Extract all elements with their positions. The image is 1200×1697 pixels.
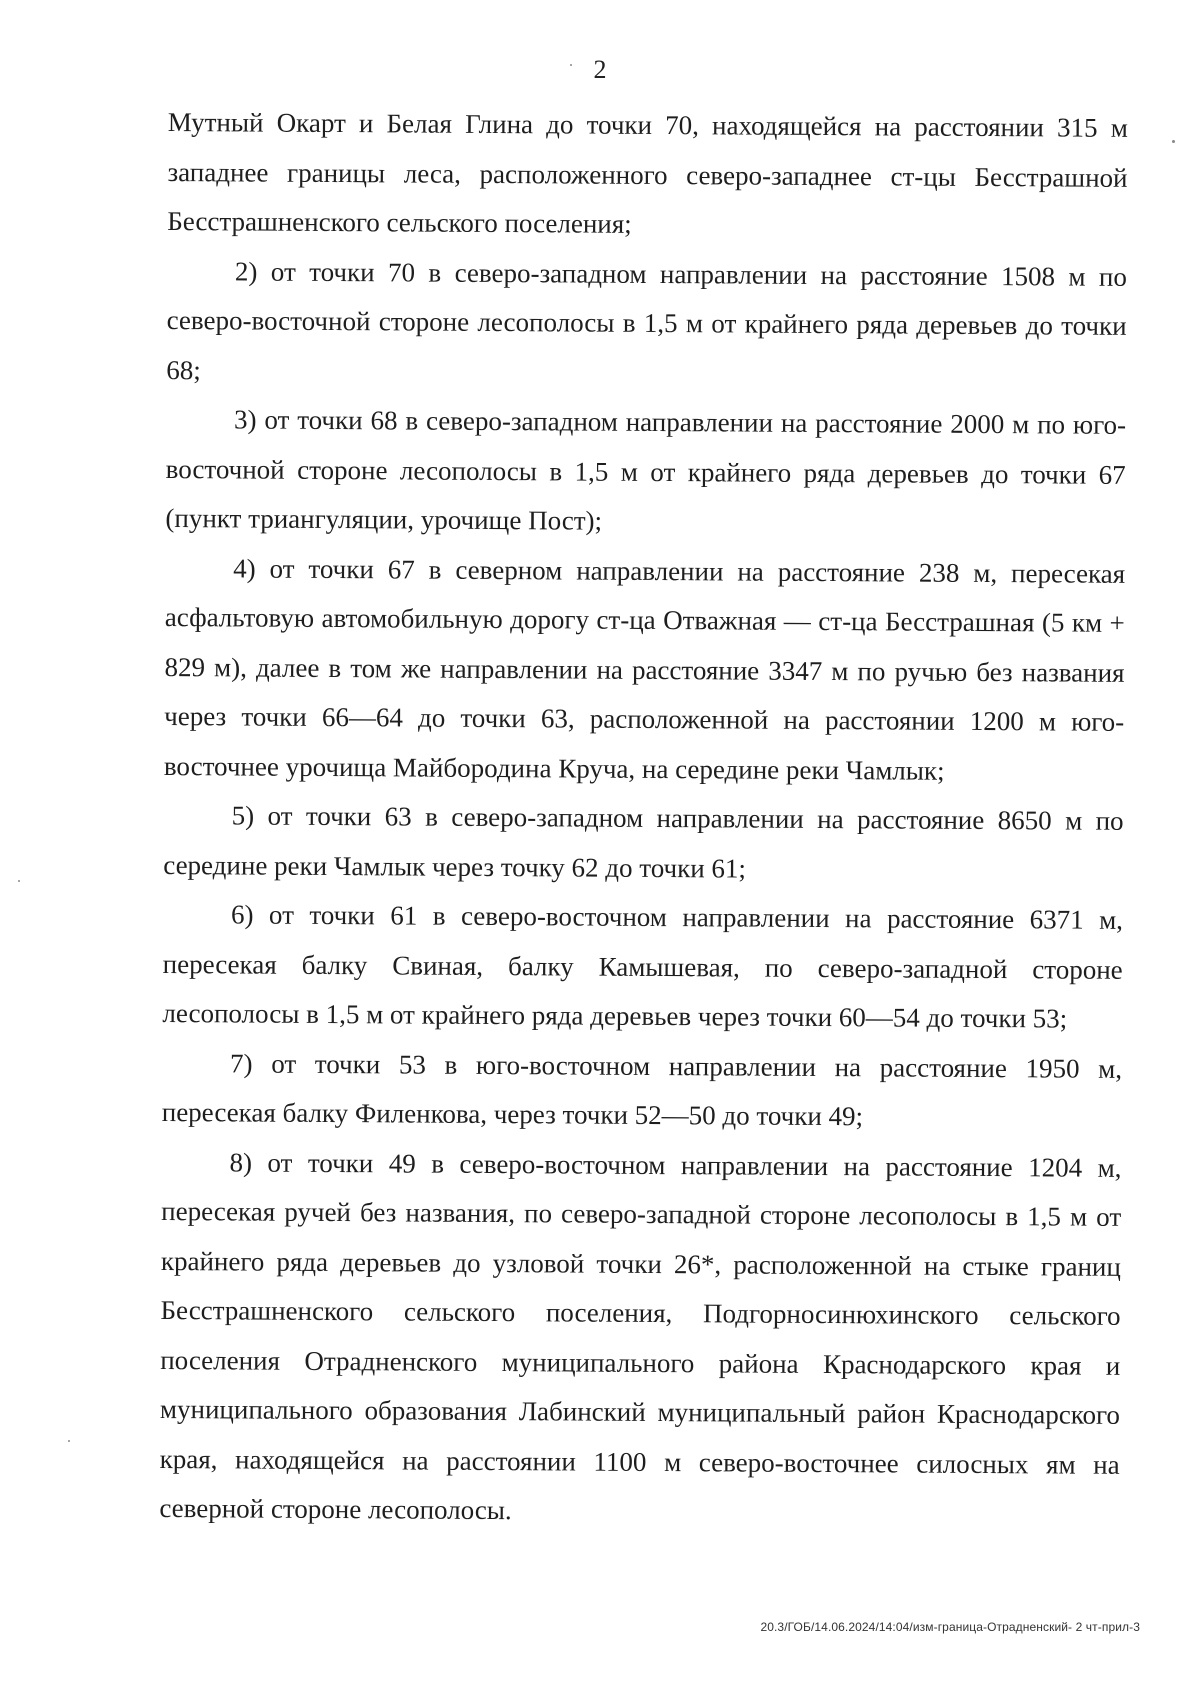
scan-speck: [68, 1440, 70, 1442]
paragraph-item-6: 6) от точки 61 в северо-восточном направлении на расстояние 6371 м, пересекая балку Свиная, балку Камышевая, по северо-западной стороне лесополосы в 1,5 м от крайнего ряда деревьев через точки 60—54 до точки 53;: [162, 899, 1124, 1034]
scan-speck: [18, 880, 20, 882]
scan-speck: [1172, 140, 1175, 143]
paragraph-item-4: 4) от точки 67 в северном направлении на расстояние 238 м, пересекая асфальтовую автомобильную дорогу ст-ца Отважная — ст-ца Бесстрашная (5 км + 829 м), далее в том же направлении на расстояние 3347 м по ручью без названия через точки 66—64 до точки 63, расположенной на расстоянии 1200 м юго-восточнее урочища Майбородина Круча, на середине реки Чамлык;: [163, 552, 1126, 786]
paragraph-item-8: 8) от точки 49 в северо-восточном направлении на расстояние 1204 м, пересекая ручей без названия, по северо-западной стороне лесополосы в 1,5 м от крайнего ряда деревьев до узловой точки 26*, расположенной на стыке границ Бесстрашненского сельского поселения, Подгорносинюхинского сельского поселения Отрадненского муниципального района Краснодарского края и муниципального образования Лабинский муниципальный район Краснодарского края, находящейся на расстоянии 1100 м северо-восточнее силосных ям на северной стороне лесополосы.: [159, 1146, 1122, 1526]
document-body: [159, 98, 1128, 1539]
paragraph-continuation: Мутный Окарт и Белая Глина до точки 70, находящейся на расстоянии 315 м западнее границы леса, расположенного северо-западнее ст-цы Бесстрашной Бесстрашненского сельского поселения;: [167, 106, 1128, 239]
document-footer-stamp: 20.3/ГОБ/14.06.2024/14:04/изм-граница-Отрадненский- 2 чт-прил-3: [760, 1620, 1140, 1634]
paragraph-item-5: 5) от точки 63 в северо-западном направлении на расстояние 8650 м по середине реки Чамлык через точку 62 до точки 61;: [163, 800, 1124, 884]
paragraph-item-3: 3) от точки 68 в северо-западном направлении на расстояние 2000 м по юго-восточной стороне лесополосы в 1,5 м от крайнего ряда деревьев до точки 67 (пункт триангуляции, урочище Пост);: [165, 404, 1127, 536]
paragraph-item-2: 2) от точки 70 в северо-западном направлении на расстояние 1508 м по северо-восточной стороне лесополосы в 1,5 м от крайнего ряда деревьев до точки 68;: [166, 255, 1128, 385]
paragraph-item-7: 7) от точки 53 в юго-восточном направлении на расстояние 1950 м, пересекая балку Филенкова, через точки 52—50 до точки 49;: [161, 1047, 1123, 1132]
scan-speck: [570, 64, 572, 66]
page-number: 2: [593, 55, 607, 84]
